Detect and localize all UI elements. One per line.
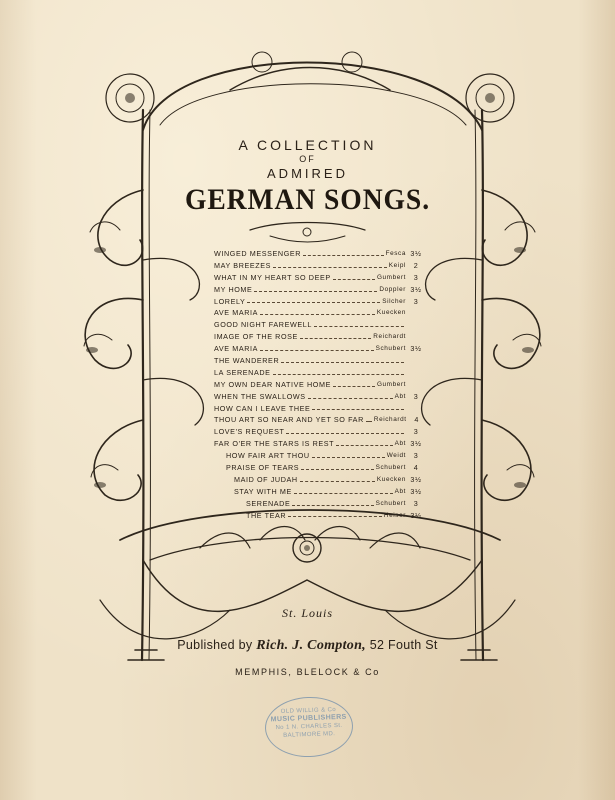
leader-dots xyxy=(260,307,375,315)
song-title: HOW FAIR ART THOU xyxy=(226,451,310,461)
song-row xyxy=(214,403,424,415)
song-row xyxy=(214,510,424,522)
song-price: 3½ xyxy=(410,284,422,294)
leader-dots xyxy=(314,319,404,327)
publisher-address: 52 Fouth St xyxy=(365,638,438,652)
song-row xyxy=(214,331,424,343)
leader-dots xyxy=(286,426,404,434)
song-composer: Abt xyxy=(394,440,406,448)
song-price: 3 xyxy=(413,296,419,306)
title-line-of: OF xyxy=(299,154,316,164)
song-composer: Weidt xyxy=(386,452,406,460)
published-prefix: Published by xyxy=(177,638,257,652)
stamp-line-3: No 1 N. CHARLES St. xyxy=(275,722,343,732)
song-title: LOVE'S REQUEST xyxy=(214,427,285,437)
song-composer: Silcher xyxy=(382,297,406,305)
song-composer: Kuecken xyxy=(376,475,406,483)
title-line-admired: ADMIRED xyxy=(267,166,348,181)
song-price xyxy=(408,307,424,319)
song-row xyxy=(214,296,424,308)
song-composer: Abt xyxy=(394,487,406,495)
song-composer: Schubert xyxy=(375,464,406,472)
song-price: 2 xyxy=(413,260,419,270)
song-title: STAY WITH ME xyxy=(234,486,292,496)
song-price: 3 xyxy=(413,498,419,508)
song-title: SERENADE xyxy=(246,498,291,508)
song-composer: Gumbert xyxy=(376,273,406,281)
song-price: 3½ xyxy=(410,249,422,258)
leader-dots xyxy=(281,355,404,363)
stamp-line-4: BALTIMORE MD. xyxy=(283,731,336,739)
song-price: 4 xyxy=(414,415,419,425)
song-composer: Reichardt xyxy=(373,416,407,424)
song-row xyxy=(214,284,424,296)
song-price xyxy=(408,331,424,343)
publisher-line xyxy=(0,638,615,654)
song-title: IMAGE OF THE ROSE xyxy=(214,332,298,342)
song-row xyxy=(214,343,424,355)
song-price: 3½ xyxy=(410,486,422,496)
leader-dots xyxy=(333,272,375,280)
song-composer: Kuecken xyxy=(376,309,406,317)
song-price xyxy=(408,319,424,331)
leader-dots xyxy=(292,498,373,506)
song-row xyxy=(214,248,424,260)
song-composer: Fesca xyxy=(385,250,406,257)
song-row xyxy=(214,438,424,450)
song-row xyxy=(214,272,424,284)
leader-dots xyxy=(254,284,377,292)
leader-dots xyxy=(273,367,404,375)
song-composer: Heiser xyxy=(383,511,406,519)
song-row xyxy=(214,260,424,272)
song-title: FAR O'ER THE STARS IS REST xyxy=(214,439,335,449)
song-title: MY OWN DEAR NATIVE HOME xyxy=(214,379,331,389)
leader-dots xyxy=(333,379,375,387)
song-title: MY HOME xyxy=(214,284,253,294)
song-title: WINGED MESSENGER xyxy=(214,249,302,258)
song-title: MAY BREEZES xyxy=(214,260,272,270)
publisher-name: Rich. J. Compton, xyxy=(256,638,366,653)
leader-dots xyxy=(260,343,374,351)
song-row xyxy=(214,391,424,403)
song-row xyxy=(214,379,424,391)
song-price: 3½ xyxy=(410,474,422,484)
song-price: 3 xyxy=(413,391,419,401)
song-composer: Reichardt xyxy=(373,333,406,341)
song-row xyxy=(214,426,424,438)
leader-dots xyxy=(336,438,392,446)
song-title: LORELY xyxy=(214,296,246,306)
song-price: 3½ xyxy=(410,510,422,520)
leader-dots xyxy=(303,248,384,256)
song-row xyxy=(214,319,424,331)
song-title: THE WANDERER xyxy=(214,356,280,366)
leader-dots xyxy=(308,391,393,399)
song-price xyxy=(408,355,424,367)
publisher-city: St. Louis xyxy=(281,606,333,620)
song-row xyxy=(214,355,424,367)
leader-dots xyxy=(300,331,371,339)
song-list xyxy=(214,248,424,521)
song-title: WHAT IN MY HEART SO DEEP xyxy=(214,272,331,282)
song-price: 4 xyxy=(413,463,419,473)
song-title: MAID OF JUDAH xyxy=(234,474,298,484)
song-title: WHEN THE SWALLOWS xyxy=(214,391,306,401)
leader-dots xyxy=(247,296,380,304)
song-price: 3 xyxy=(413,451,419,461)
song-composer: Gumbert xyxy=(376,380,406,388)
song-composer: Schubert xyxy=(375,499,406,507)
leader-dots xyxy=(300,474,375,482)
song-title: GOOD NIGHT FAREWELL xyxy=(214,320,312,330)
song-row xyxy=(214,414,424,426)
song-row xyxy=(214,486,424,498)
song-composer: Doppler xyxy=(379,285,406,293)
song-row xyxy=(214,367,424,379)
leader-dots xyxy=(312,450,385,458)
song-row xyxy=(214,450,424,462)
song-title: PRAISE OF TEARS xyxy=(226,463,300,473)
song-row xyxy=(214,307,424,319)
song-title: LA SERENADE xyxy=(214,367,271,377)
song-title: AVE MARIA xyxy=(214,308,259,318)
leader-dots xyxy=(288,510,382,518)
song-row xyxy=(214,474,424,486)
song-price: 3½ xyxy=(410,344,422,354)
leader-dots xyxy=(312,403,404,411)
song-row xyxy=(214,498,424,510)
co-publisher-line: MEMPHIS, BLELOCK & Co xyxy=(235,667,380,677)
song-title: THOU ART SO NEAR AND YET SO FAR xyxy=(214,415,364,425)
song-price xyxy=(408,367,424,379)
song-price: 3½ xyxy=(410,439,422,449)
leader-dots xyxy=(294,486,393,494)
song-price: 3 xyxy=(413,272,419,282)
song-row xyxy=(214,462,424,474)
page-title: GERMAN SONGS. xyxy=(184,183,431,216)
song-price: 3 xyxy=(413,427,419,437)
leader-dots xyxy=(366,414,372,422)
song-composer: Schubert xyxy=(375,345,406,353)
stamp-line-1: OLD WILLIG & Co xyxy=(280,707,337,715)
song-price xyxy=(408,379,424,391)
song-composer: Keipl xyxy=(388,261,406,269)
song-title: HOW CAN I LEAVE THEE xyxy=(214,403,311,413)
leader-dots xyxy=(273,260,387,268)
title-line-collection: A COLLECTION xyxy=(238,137,377,153)
song-title: AVE MARIA xyxy=(214,344,259,354)
song-title: THE TEAR xyxy=(246,510,287,520)
stamp-line-2: MUSIC PUBLISHERS xyxy=(270,713,347,724)
song-price xyxy=(408,403,424,415)
leader-dots xyxy=(301,462,373,470)
song-composer: Abt xyxy=(394,392,406,400)
